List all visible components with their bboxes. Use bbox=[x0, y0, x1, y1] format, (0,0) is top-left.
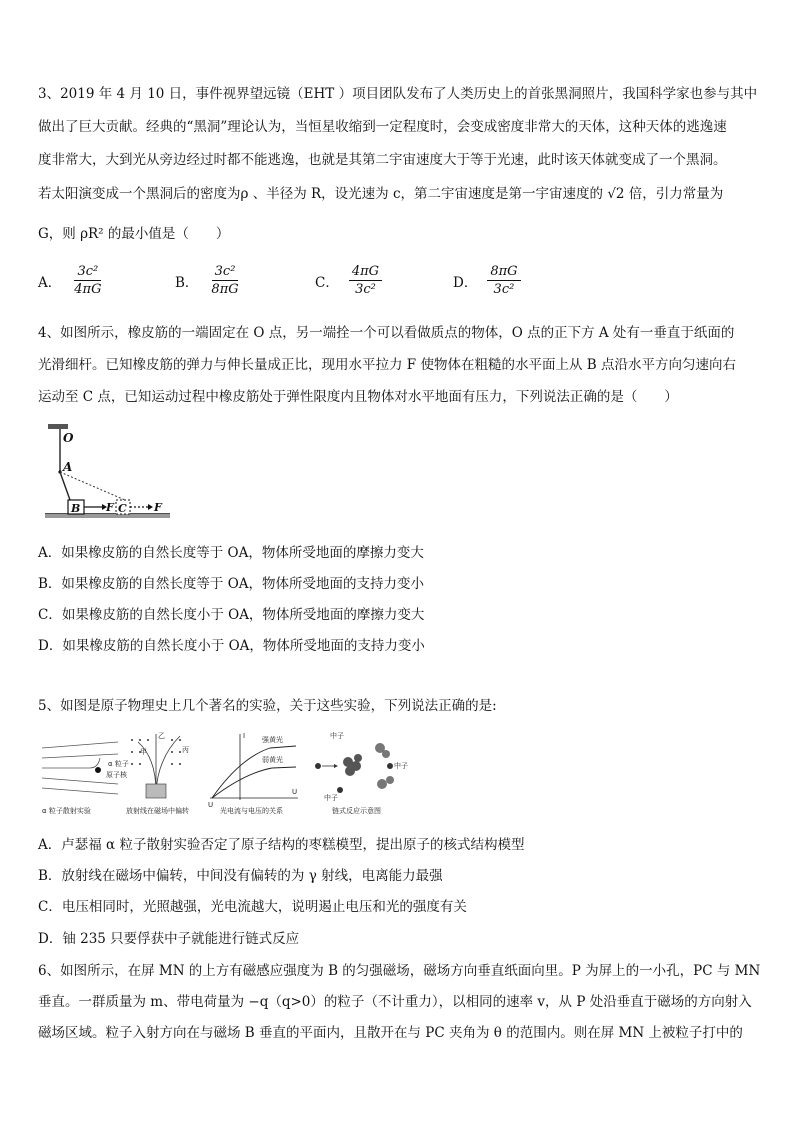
ceiling-block bbox=[48, 424, 68, 429]
q3-line-3: 度非常大，大到光从旁边经过时都不能逃逸，也就是其第二宇宙速度大于等于光速，此时该天体就变成了一个黑洞。 bbox=[38, 152, 727, 168]
option-label: D． bbox=[453, 274, 478, 291]
q6-line-1: 6、如图所示，在屏 MN 的上方有磁感应强度为 B 的匀强磁场，磁场方向垂直纸面向里。P 为屏上的一小孔，PC 与 MN bbox=[38, 963, 761, 979]
q5-option-d[interactable]: D．铀 235 只要俘获中子就能进行链式反应 bbox=[38, 931, 300, 947]
option-label: C． bbox=[315, 274, 339, 291]
svg-text:I: I bbox=[243, 732, 246, 740]
q5-option-a[interactable]: A．卢瑟福 α 粒子散射实验否定了原子结构的枣糕模型，提出原子的核式结构模型 bbox=[38, 837, 525, 853]
q3-option-d[interactable] bbox=[453, 264, 521, 297]
rubber-band-to-c bbox=[60, 472, 125, 500]
force-arrowhead-2 bbox=[148, 504, 153, 510]
nucleus-dot bbox=[95, 767, 101, 773]
q4-line-3: 运动至 C 点，已知运动过程中橡皮筋处于弹性限度内且物体对水平地面有压力，下列说法正确的是（ ） bbox=[38, 389, 678, 405]
svg-text:中子: 中子 bbox=[330, 732, 344, 740]
svg-text:U: U bbox=[208, 801, 214, 809]
magnetic-deflection-panel bbox=[126, 732, 189, 815]
q3-option-c[interactable] bbox=[315, 264, 382, 297]
svg-text:原子核: 原子核 bbox=[106, 771, 127, 779]
q4-option-d[interactable]: D．如果橡皮筋的自然长度小于 OA，物体所受地面的支持力变小 bbox=[38, 638, 425, 654]
q4-figure bbox=[40, 422, 175, 522]
q3-line-5: G，则 ρR² 的最小值是（ ） bbox=[38, 226, 230, 242]
alpha-scattering-panel bbox=[42, 742, 129, 815]
svg-text:丙: 丙 bbox=[182, 746, 189, 754]
option-fraction: $\frac{4\pi G}{\text{3c²}}$ bbox=[349, 264, 382, 297]
q4-option-b[interactable]: B．如果橡皮筋的自然长度等于 OA，物体所受地面的支持力变小 bbox=[38, 576, 425, 592]
photocurrent-panel bbox=[208, 732, 298, 815]
svg-text:强黄光: 强黄光 bbox=[262, 736, 283, 744]
option-label: B． bbox=[175, 274, 199, 291]
option-fraction: $\frac{8\pi G}{\text{3c²}}$ bbox=[487, 264, 520, 297]
option-fraction: $\frac{\text{3c²}}{8\pi G}$ bbox=[211, 264, 239, 297]
q3-line-1: 3、2019 年 4 月 10 日，事件视界望远镜（EHT ）项目团队发布了人类历史上的首张黑洞照片，我国科学家也参与其中 bbox=[38, 86, 758, 102]
q4-line-2: 光滑细杆。已知橡皮筋的弹力与伸长量成正比，现用水平拉力 F 使物体在粗糙的水平面上从 B 点沿水平方向匀速向右 bbox=[38, 357, 736, 373]
label-f1: F bbox=[106, 501, 114, 514]
svg-text:α 粒子: α 粒子 bbox=[108, 760, 129, 768]
caption-4: 链式反应示意图 bbox=[332, 807, 381, 815]
caption-3: 光电流与电压的关系 bbox=[220, 807, 283, 815]
q6-line-2: 垂直。一群质量为 m、带电荷量为 −q（q>0）的粒子（不计重力），以相同的速率 v，从 P 处沿垂直于磁场的方向射入 bbox=[38, 994, 752, 1010]
label-o: O bbox=[63, 431, 74, 445]
svg-text:乙: 乙 bbox=[158, 732, 165, 740]
q4-option-c[interactable]: C．如果橡皮筋的自然长度小于 OA，物体所受地面的摩擦力变大 bbox=[38, 607, 425, 623]
q3-option-b[interactable] bbox=[175, 264, 242, 297]
q4-option-a[interactable]: A．如果橡皮筋的自然长度等于 OA，物体所受地面的摩擦力变大 bbox=[38, 545, 424, 561]
label-f2: F bbox=[154, 501, 162, 514]
q4-line-1: 4、如图所示，橡皮筋的一端固定在 O 点，另一端拴一个可以看做质点的物体，O 点的正下方 A 处有一垂直于纸面的 bbox=[38, 325, 735, 341]
option-label: A． bbox=[38, 274, 62, 291]
q5-figure bbox=[40, 728, 412, 820]
q5-option-c[interactable]: C．电压相同时，光照越强，光电流越大，说明遏止电压和光的强度有关 bbox=[38, 899, 467, 915]
caption-2: 放射线在磁场中偏转 bbox=[126, 807, 189, 815]
q5-line-1: 5、如图是原子物理史上几个著名的实验，关于这些实验，下列说法正确的是: bbox=[38, 698, 497, 714]
svg-text:中子: 中子 bbox=[394, 762, 408, 770]
q3-option-a[interactable] bbox=[38, 264, 104, 297]
q6-line-3: 磁场区域。粒子入射方向在与磁场 B 垂直的平面内，且散开在与 PC 夹角为 θ 的范围内。则在屏 MN 上被粒子打中的 bbox=[38, 1025, 743, 1041]
ground-hatch bbox=[45, 514, 170, 518]
svg-text:甲: 甲 bbox=[140, 748, 147, 756]
chain-reaction-panel bbox=[315, 731, 408, 815]
caption-1: α 粒子散射实验 bbox=[42, 807, 91, 815]
svg-text:中子: 中子 bbox=[324, 794, 338, 802]
svg-text:弱黄光: 弱黄光 bbox=[262, 756, 283, 764]
svg-text:U: U bbox=[292, 788, 298, 796]
label-a: A bbox=[63, 460, 73, 474]
label-b: B bbox=[71, 502, 81, 515]
q3-line-4: 若太阳演变成一个黑洞后的密度为ρ 、半径为 R，设光速为 c，第二宇宙速度是第一宇宙速度的 √2 倍，引力常量为 bbox=[38, 186, 724, 202]
q5-option-b[interactable]: B．放射线在磁场中偏转，中间没有偏转的为 γ 射线，电离能力最强 bbox=[38, 868, 443, 884]
q3-line-2: 做出了巨大贡献。经典的“黑洞”理论认为，当恒星收缩到一定程度时，会变成密度非常大的天体，这种天体的逃逸速 bbox=[38, 119, 727, 135]
option-fraction: $\frac{\text{3c²}}{4\pi G}$ bbox=[74, 264, 102, 297]
label-c: C bbox=[118, 502, 127, 515]
